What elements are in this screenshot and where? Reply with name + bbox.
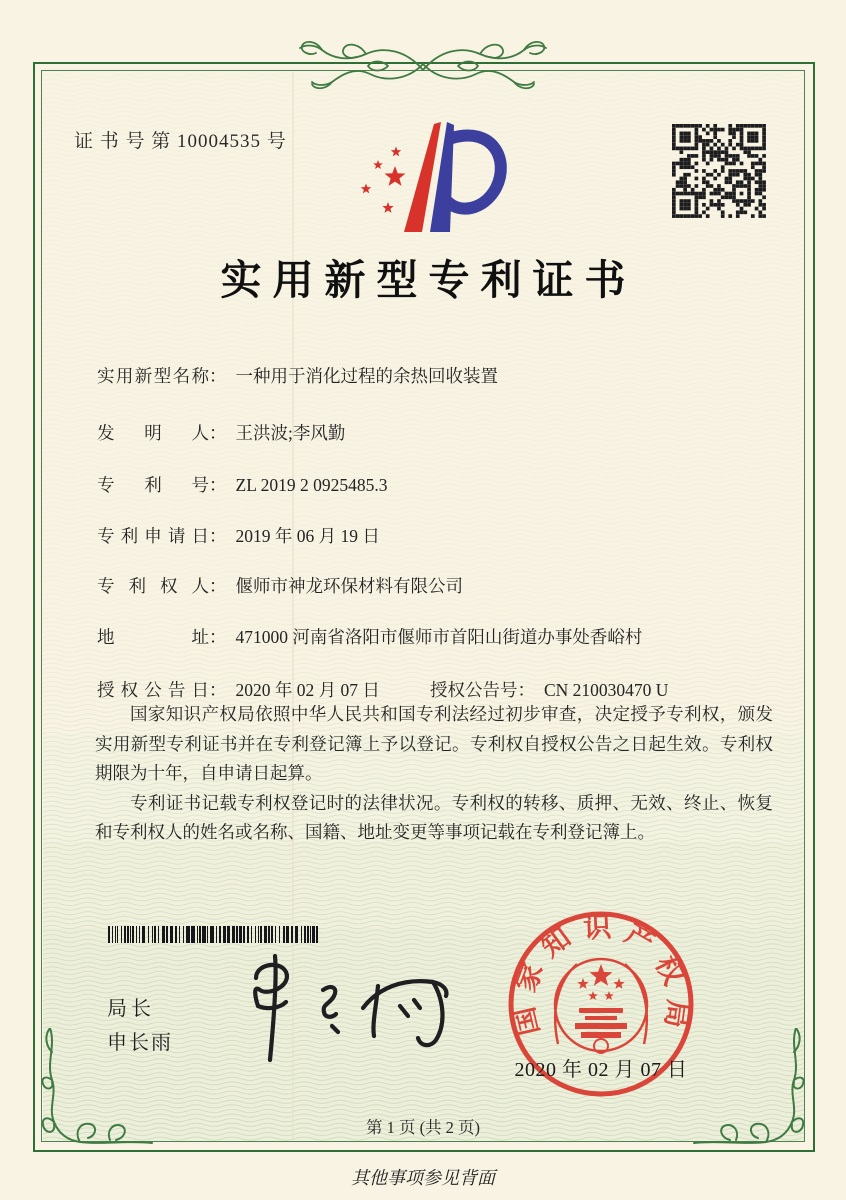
legal-paragraph-2: 专利证书记载专利权登记时的法律状况。专利权的转移、质押、无效、终止、恢复和专利权人的姓名或名称、国籍、地址变更等事项记载在专利登记簿上。 (95, 792, 773, 843)
legal-paragraph-1: 国家知识产权局依照中华人民共和国专利法经过初步审查，决定授予专利权，颁发实用新型专利证书并在专利登记簿上予以登记。专利权自授权公告之日起生效。专利权期限为十年，自申请日起算。 (95, 704, 773, 784)
field-label: 发明人 (97, 423, 209, 443)
field-value: ZL 2019 2 0925485.3 (235, 475, 388, 495)
field-label: 授权公告日 (97, 680, 209, 700)
field-value: CN 210030470 U (544, 680, 669, 700)
field-label: 授权公告号 (430, 680, 518, 700)
cnipa-logo-icon (348, 112, 512, 238)
field-value: 2020 年 02 月 07 日 (235, 680, 380, 700)
back-note: 其他事项参见背面 (351, 1168, 495, 1188)
page-indicator: 第 1 页 (共 2 页) (365, 1118, 481, 1137)
signer-title: 局长 (107, 998, 155, 1020)
field-row-grant: 授权公告日： 2020 年 02 月 07 日 授权公告号： CN 210030470 U (97, 677, 797, 702)
seal-text: 国家知识产权局 (509, 912, 694, 1039)
field-row-utility-model-name: 实用新型名称： 一种用于消化过程的余热回收装置 (97, 363, 498, 388)
field-label: 实用新型名称 (97, 366, 209, 386)
field-value: 王洪波;李风勤 (235, 423, 346, 443)
legal-text-block (95, 700, 773, 848)
field-row-patent-number: 专利号： ZL 2019 2 0925485.3 (97, 472, 387, 497)
seal-date: 2020 年 02 月 07 日 (514, 1059, 688, 1081)
barcode (108, 926, 319, 943)
commissioner-signature-icon (228, 948, 463, 1066)
field-row-inventor: 发明人： 王洪波;李风勤 (97, 420, 345, 445)
certificate-number: 证 书 号 第 10004535 号 (74, 131, 287, 152)
field-grant-number: 授权公告号： CN 210030470 U (430, 680, 669, 700)
field-label: 专利号 (97, 475, 209, 495)
national-emblem-icon (555, 959, 647, 1053)
field-value: 2019 年 06 月 19 日 (235, 526, 380, 546)
top-flourish-ornament-icon (288, 36, 558, 90)
field-label: 专利申请日 (97, 526, 209, 546)
field-value: 偃师市神龙环保材料有限公司 (235, 576, 463, 596)
field-value: 471000 河南省洛阳市偃师市首阳山街道办事处香峪村 (235, 627, 643, 647)
field-row-address: 地址： 471000 河南省洛阳市偃师市首阳山街道办事处香峪村 (97, 624, 642, 649)
certificate-title: 实用新型专利证书 (220, 257, 637, 303)
field-row-patentee: 专利权人： 偃师市神龙环保材料有限公司 (97, 573, 463, 598)
qr-code (672, 124, 766, 218)
field-label: 地址 (97, 627, 209, 647)
field-row-filing-date: 专利申请日： 2019 年 06 月 19 日 (97, 523, 380, 548)
field-value: 一种用于消化过程的余热回收装置 (235, 366, 498, 386)
field-label: 专利权人 (97, 576, 209, 596)
signer-name: 申长雨 (107, 1032, 173, 1054)
